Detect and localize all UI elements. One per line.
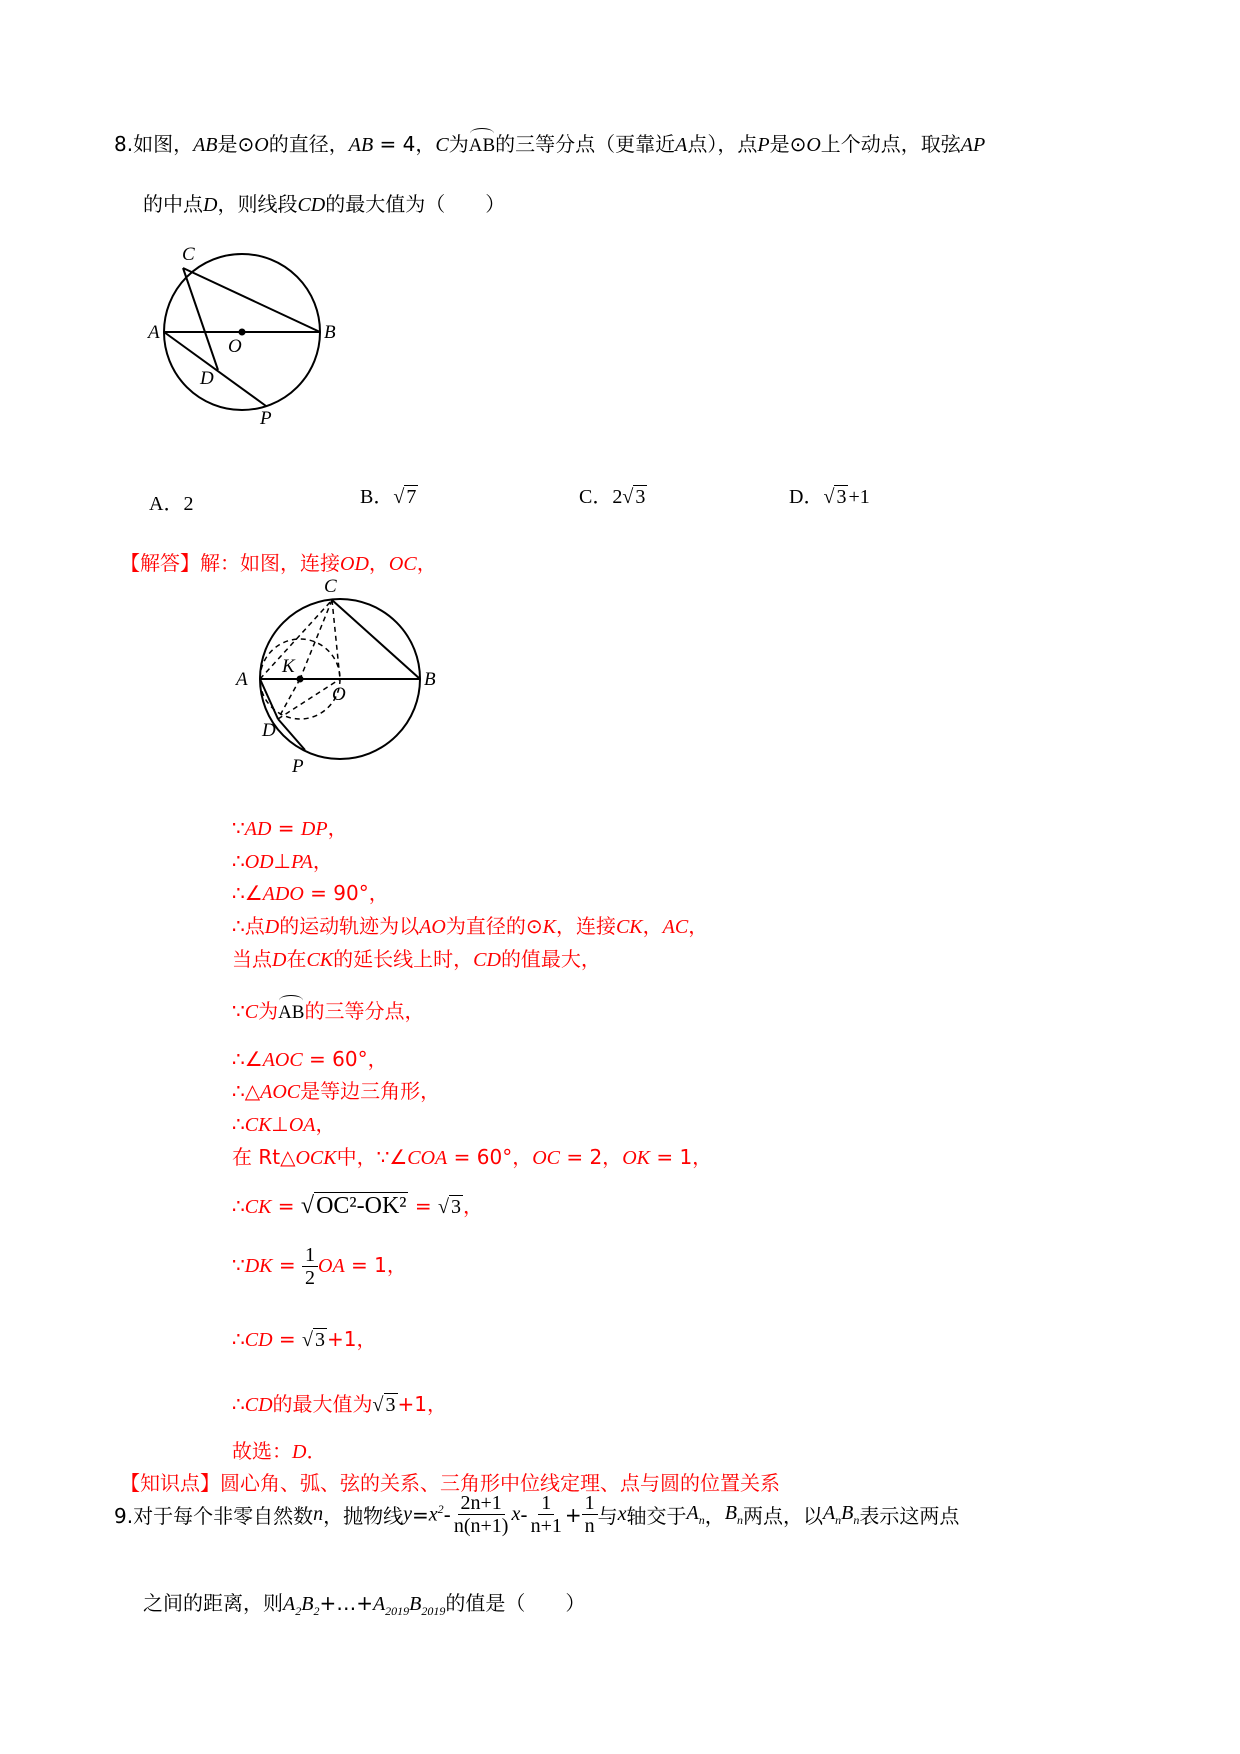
text: ⊥ <box>273 849 292 873</box>
text: 点），点 <box>687 132 758 156</box>
math-ap: AP <box>960 134 986 156</box>
label-c: C <box>324 576 337 597</box>
text: = <box>411 1502 429 1527</box>
text: - <box>520 1502 528 1527</box>
denominator: n(n+1) <box>453 1515 509 1537</box>
label-k: K <box>282 656 295 677</box>
step-2 <box>232 845 333 874</box>
text: 轴交于 <box>626 1504 687 1528</box>
math-sum <box>283 1593 320 1618</box>
math-od: OD <box>340 553 369 575</box>
math: DP <box>300 818 328 840</box>
text: 是⊙ <box>769 132 807 156</box>
text: ∴ <box>232 1112 245 1136</box>
option-a <box>149 487 193 516</box>
arc-ab: AB <box>468 135 496 156</box>
sqrt: √ 3 <box>437 1196 461 1218</box>
math: ADO <box>262 883 304 905</box>
text: = 1， <box>344 1253 407 1277</box>
text: = 1， <box>649 1145 713 1169</box>
text: ∴点 <box>232 914 265 938</box>
text: ⊥ <box>271 1112 289 1136</box>
text: 为直径的⊙ <box>445 914 543 938</box>
radicand: 3 <box>836 486 847 508</box>
text: 8.如图， <box>114 132 194 156</box>
step-15 <box>232 1435 326 1464</box>
q8-line2 <box>143 188 505 217</box>
denominator: n <box>584 1515 595 1537</box>
math: D <box>272 949 287 971</box>
option-b-label: B． <box>360 486 394 508</box>
math: DK <box>244 1255 273 1277</box>
math-d: D <box>203 194 218 216</box>
math-a: A <box>822 1501 836 1524</box>
text: 是等边三角形， <box>300 1079 441 1103</box>
step-6 <box>232 995 424 1024</box>
text: 表示这两点 <box>859 1504 960 1528</box>
step-14 <box>232 1388 447 1417</box>
text: ， <box>315 1112 336 1136</box>
math: OK <box>622 1147 650 1169</box>
math-b: B <box>301 1593 314 1615</box>
exponent: 2 <box>437 1502 444 1517</box>
math: AOC <box>262 1049 303 1071</box>
text: = 2， <box>559 1145 623 1169</box>
text: = <box>271 1194 301 1218</box>
text: 的中点 <box>143 192 203 216</box>
label-d: D <box>262 720 276 741</box>
label-b: B <box>324 322 336 343</box>
radicand: 7 <box>406 486 417 508</box>
step-10 <box>232 1141 712 1170</box>
text: 上个动点，取弦 <box>820 132 961 156</box>
text: ， <box>688 914 709 938</box>
math-x: x <box>511 1503 521 1525</box>
math: OA <box>288 1114 316 1136</box>
text: ， <box>312 849 333 873</box>
sqrt: √OC²-OK² <box>300 1193 407 1219</box>
sqrt: √ 7 <box>393 486 417 508</box>
math-a: A <box>372 1593 386 1615</box>
step-13 <box>232 1323 376 1352</box>
text: = <box>272 1327 303 1351</box>
math-a: A <box>283 1593 296 1615</box>
text: 的最大值为 <box>272 1392 373 1416</box>
text: ∵ <box>232 999 245 1023</box>
math-x: x <box>428 1503 438 1526</box>
numerator: 1 <box>582 1492 598 1515</box>
label-p: P <box>260 408 272 429</box>
subscript: n <box>835 1512 842 1527</box>
math-n: n <box>313 1503 324 1525</box>
math: OD <box>244 851 274 873</box>
math-b: B <box>409 1593 422 1615</box>
radicand: OC²-OK² <box>316 1193 407 1219</box>
text: 的延长线上时， <box>333 947 474 971</box>
math-a: A <box>675 134 688 156</box>
text: 当点 <box>232 947 272 971</box>
text: 为 <box>258 999 279 1023</box>
q8-figure <box>130 240 350 430</box>
radicand: 3 <box>385 1394 396 1416</box>
text: = 4， <box>373 132 436 156</box>
text: ∵ <box>232 1253 245 1277</box>
math-b: B <box>841 1501 854 1524</box>
math-x2 <box>429 1502 444 1527</box>
option-c-label: C． <box>579 486 613 508</box>
label-a: A <box>148 322 160 343</box>
option-c <box>579 480 647 509</box>
math: CD <box>244 1394 273 1416</box>
option-a-label: A．2 <box>149 493 194 515</box>
subscript: 2 <box>295 1604 302 1618</box>
subscript: 2 <box>313 1604 320 1618</box>
label-p: P <box>292 756 304 777</box>
text: 在 <box>286 947 307 971</box>
text: 故选： <box>232 1439 292 1463</box>
step-3 <box>232 877 389 906</box>
step-5 <box>232 943 601 972</box>
label-o: O <box>332 684 346 705</box>
math-x: x <box>617 1503 627 1525</box>
step-1 <box>232 812 348 841</box>
numerator: 2n+1 <box>458 1492 505 1515</box>
radicand: 3 <box>315 1329 325 1351</box>
text: +…+ <box>319 1591 373 1615</box>
fraction-2 <box>528 1492 565 1537</box>
text: ∴ <box>232 1392 245 1416</box>
label-b: B <box>424 669 436 690</box>
sqrt: √ 3 <box>622 486 646 508</box>
step-8 <box>232 1075 440 1104</box>
text: = <box>272 1253 303 1277</box>
math-bn <box>725 1502 743 1528</box>
math-ab: AB <box>348 134 374 156</box>
math-cd: CD <box>297 194 326 216</box>
label-a: A <box>236 669 248 690</box>
text: = 60°， <box>302 1047 388 1071</box>
radicand: 3 <box>635 486 646 508</box>
sqrt: √ 3 <box>823 486 847 508</box>
step-4 <box>232 910 708 939</box>
option-d <box>789 480 870 509</box>
math-an <box>687 1502 705 1528</box>
subscript: n <box>853 1512 860 1527</box>
math-oc: OC <box>388 553 417 575</box>
text: 的值是（ ） <box>445 1591 586 1615</box>
sqrt: √ 3 <box>372 1394 396 1416</box>
text: ，抛物线 <box>323 1504 404 1528</box>
fraction-1 <box>451 1492 512 1537</box>
math: CK <box>244 1114 272 1136</box>
subscript: 2019 <box>421 1604 446 1618</box>
text: 【知识点】圆心角、弧、弦的关系、三角形中位线定理、点与圆的位置关系 <box>120 1471 780 1495</box>
text: ， <box>462 1194 483 1218</box>
math-ab: AB <box>193 134 218 156</box>
math: COA <box>407 1147 448 1169</box>
text: 9.对于每个非零自然数 <box>114 1504 314 1528</box>
math: D <box>292 1441 307 1463</box>
text: 在 Rt△ <box>232 1145 296 1169</box>
text: +1， <box>327 1327 377 1351</box>
math: OA <box>318 1255 345 1277</box>
text: ． <box>306 1439 327 1463</box>
text: 两点，以 <box>742 1504 823 1528</box>
text: 为 <box>448 132 469 156</box>
step-9 <box>232 1108 336 1137</box>
text: ， <box>704 1504 725 1528</box>
text: 的直径， <box>268 132 349 156</box>
math: AO <box>419 916 446 938</box>
math: AD <box>244 818 272 840</box>
math: D <box>264 916 280 938</box>
arc-ab: AB <box>278 1002 305 1023</box>
math: CK <box>244 1196 272 1218</box>
text: +1 <box>848 486 870 508</box>
option-b <box>360 480 418 509</box>
subscript: 2019 <box>385 1604 410 1618</box>
fraction-3 <box>582 1492 598 1537</box>
sqrt: √ 3 <box>302 1329 325 1351</box>
fraction-half <box>302 1244 318 1289</box>
math-o: O <box>254 134 269 156</box>
math: C <box>244 1001 259 1023</box>
text: ∴∠ <box>232 1047 263 1071</box>
math: OC <box>532 1147 560 1169</box>
step-11 <box>232 1190 483 1220</box>
math: AC <box>662 916 689 938</box>
subscript: n <box>698 1512 705 1527</box>
text: 的值最大， <box>500 947 601 971</box>
math: CK <box>306 949 334 971</box>
text: 中，∵∠ <box>336 1145 408 1169</box>
text: ∴∠ <box>232 881 263 905</box>
step-7 <box>232 1043 388 1072</box>
radicand: 3 <box>450 1196 461 1218</box>
text: = 60°， <box>447 1145 533 1169</box>
text: + <box>564 1502 582 1527</box>
text: 的最大值为（ ） <box>325 192 506 216</box>
text: - <box>443 1502 451 1527</box>
text: +1， <box>397 1392 447 1416</box>
text: 【解答】解：如图，连接 <box>120 551 340 575</box>
text: ，连接 <box>555 914 616 938</box>
math-p: P <box>757 134 770 156</box>
solution-figure <box>228 572 448 782</box>
text: ， <box>368 551 389 575</box>
denominator: 2 <box>305 1267 316 1289</box>
denominator: n+1 <box>530 1515 562 1537</box>
text: ∴ <box>232 1194 245 1218</box>
step-12 <box>232 1244 407 1289</box>
numerator: 1 <box>538 1492 554 1515</box>
text: ∴ <box>232 1327 245 1351</box>
math-a: A <box>686 1501 699 1524</box>
text: ， <box>642 914 663 938</box>
subscript: n <box>736 1512 743 1527</box>
option-d-label: D． <box>789 486 824 508</box>
text: ，则线段 <box>217 192 298 216</box>
numerator: 1 <box>302 1244 318 1267</box>
text: ∴ <box>232 849 245 873</box>
math-o: O <box>806 134 821 156</box>
text: = <box>271 816 301 840</box>
math-anbn <box>823 1502 859 1528</box>
label-d: D <box>200 368 214 389</box>
math: CD <box>473 949 501 971</box>
text: ， <box>327 816 348 840</box>
text: 的三等分点（更靠近 <box>495 132 676 156</box>
math: PA <box>291 851 313 873</box>
q9-line2 <box>143 1587 585 1619</box>
q8-line1 <box>114 128 985 157</box>
math-sum-end <box>372 1593 446 1618</box>
text: = <box>408 1194 438 1218</box>
math-c: C <box>435 134 449 156</box>
text: 与 <box>597 1504 618 1528</box>
math-b: B <box>724 1501 737 1524</box>
text: ， <box>416 551 437 575</box>
math: K <box>542 916 556 938</box>
text: 的三等分点， <box>304 999 425 1023</box>
text: ∵ <box>232 816 245 840</box>
math: OCK <box>295 1147 337 1169</box>
text: 是⊙ <box>217 132 255 156</box>
text: 之间的距离，则 <box>143 1591 283 1615</box>
math: CK <box>615 916 643 938</box>
label-o: O <box>228 336 242 357</box>
text: = 90°， <box>303 881 389 905</box>
text: 的运动轨迹为以 <box>279 914 420 938</box>
coefficient: 2 <box>612 486 623 508</box>
label-c: C <box>182 244 195 265</box>
math-y: y <box>403 1503 412 1525</box>
math: AOC <box>260 1081 301 1103</box>
math: CD <box>244 1329 273 1351</box>
text: ∴△ <box>232 1079 261 1103</box>
q9-line1 <box>114 1492 959 1537</box>
